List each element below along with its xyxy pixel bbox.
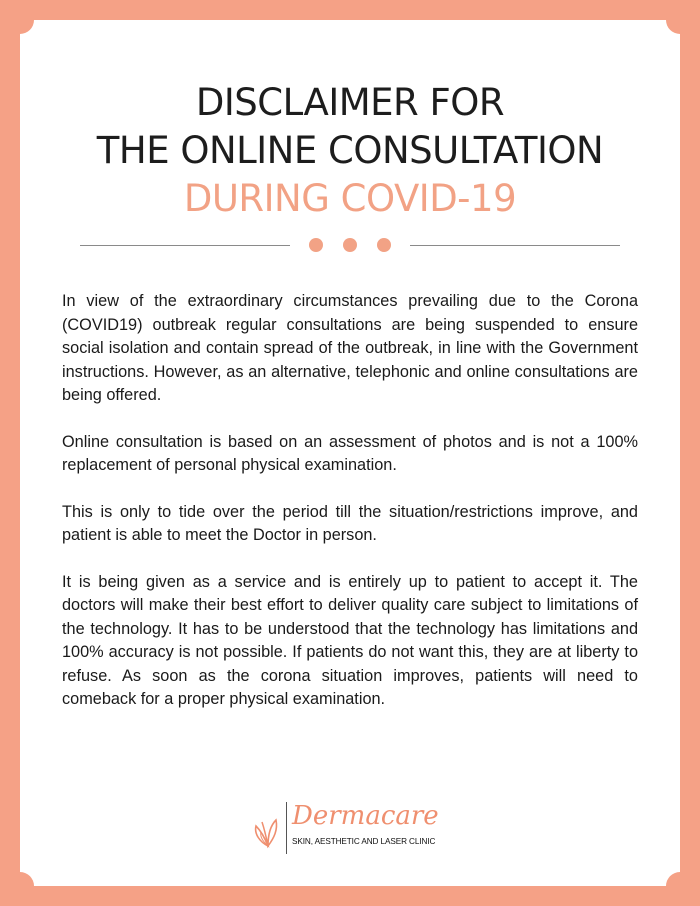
logo-name: Dermacare xyxy=(292,801,439,831)
divider-dot xyxy=(377,238,391,252)
paragraph: It is being given as a service and is entirely up to patient to accept it. The doctors will make their best effort to deliver quality care subject to limitations of the technology. It has to be understood that the technology has limitations and 100% accuracy is not possible. If patients do not want this, they are at liberty to refuse. As soon as the corona situation improves, patients will need to comeback for a proper physical examination. xyxy=(62,572,638,708)
disclaimer-body xyxy=(62,290,638,735)
divider-dot xyxy=(309,238,323,252)
divider-line-left xyxy=(80,245,290,246)
divider-line-right xyxy=(410,245,620,246)
paragraph: This is only to tide over the period till the situation/restrictions improve, and patient is able to meet the Doctor in person. xyxy=(62,502,638,544)
disclaimer-card xyxy=(20,20,680,886)
paragraph: Online consultation is based on an assessment of photos and is not a 100% replacement of personal physical examination. xyxy=(62,432,638,474)
title-line-1: DISCLAIMER FOR xyxy=(195,81,505,124)
corner-notch-top-right xyxy=(666,20,680,34)
logo-separator xyxy=(286,802,287,854)
title-line-2: THE ONLINE CONSULTATION xyxy=(96,129,604,172)
paragraph: In view of the extraordinary circumstances prevailing due to the Corona (COVID19) outbreak regular consultations are being suspended to ensure social isolation and contain spread of the outbreak, in line with the Government instructions. However, as an alternative, telephonic and online consultations are being offered. xyxy=(62,292,638,404)
corner-notch-bottom-left xyxy=(20,872,34,886)
title-line-3: DURING COVID-19 xyxy=(183,177,517,220)
butterfly-icon xyxy=(252,806,284,850)
corner-notch-top-left xyxy=(20,20,34,34)
logo-tagline: SKIN, AESTHETIC AND LASER CLINIC xyxy=(292,837,436,846)
corner-notch-bottom-right xyxy=(666,872,680,886)
clinic-logo xyxy=(252,798,448,858)
divider-dot xyxy=(343,238,357,252)
